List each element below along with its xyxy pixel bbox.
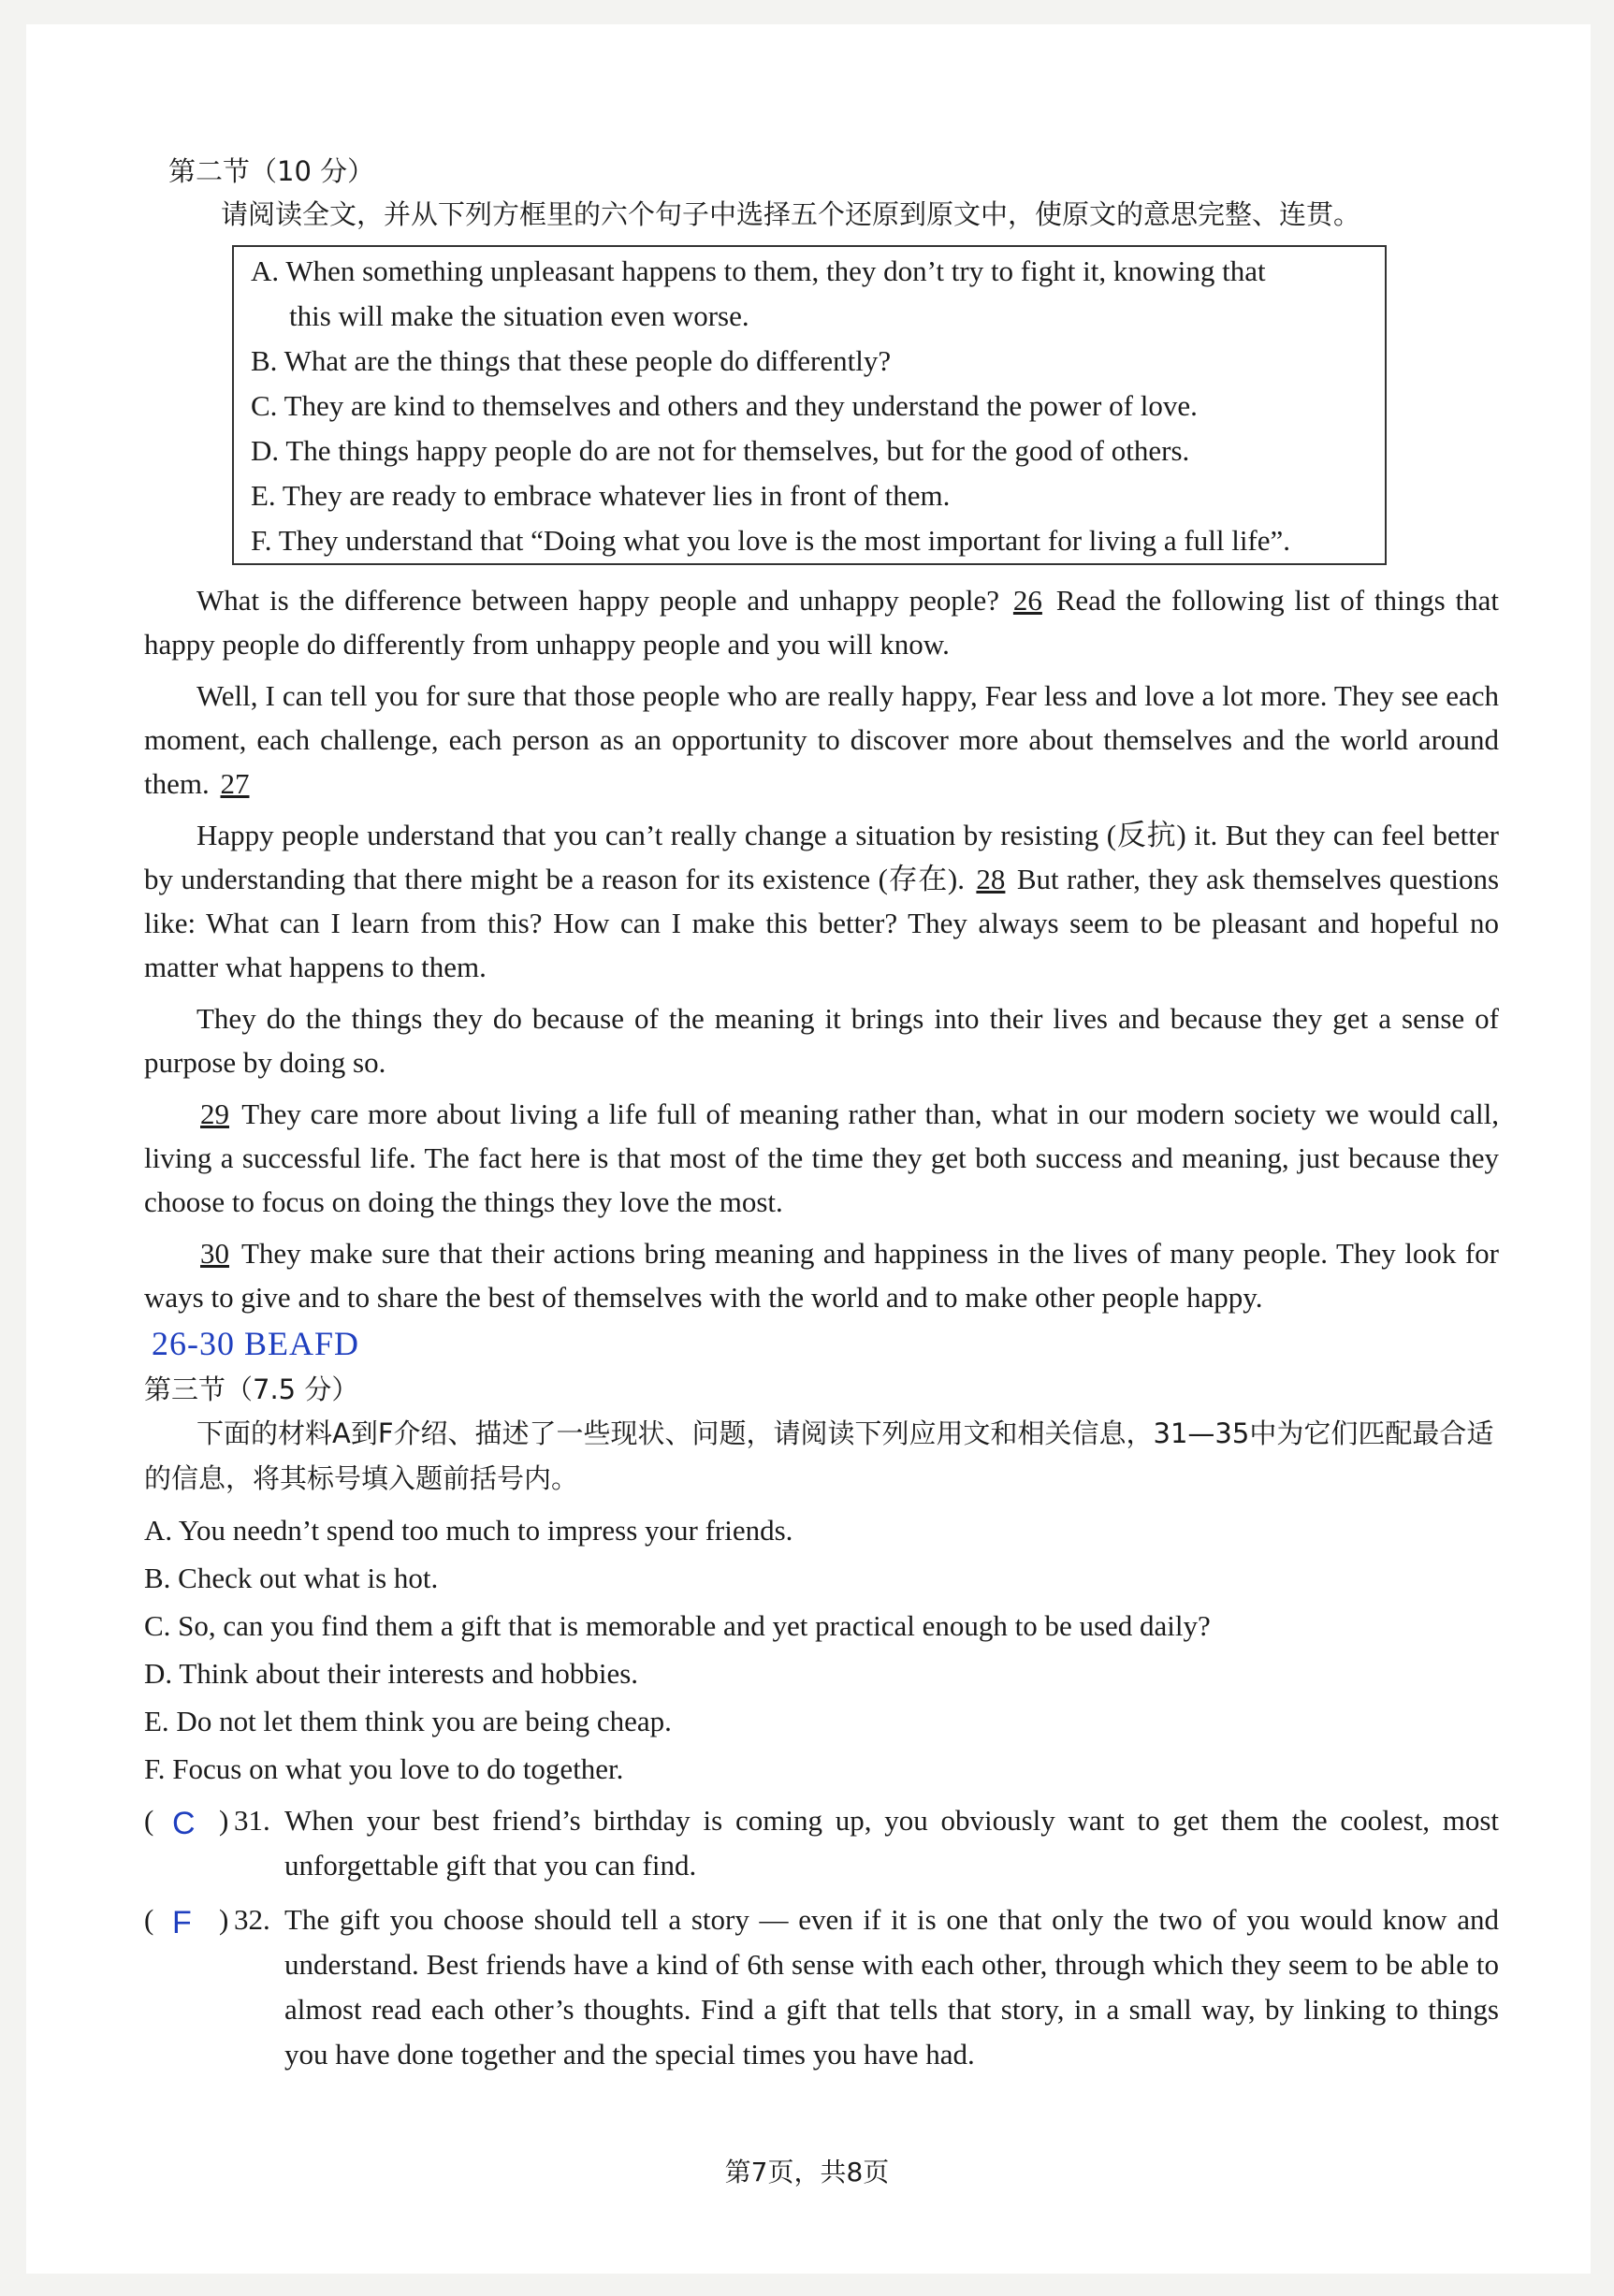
s3-option-b: B. Check out what is hot. [144, 1562, 439, 1594]
question-31 [144, 1798, 1499, 1888]
paragraph-2 [144, 674, 1499, 806]
options-box [232, 245, 1387, 565]
s3-option-d: D. Think about their interests and hobbies. [144, 1657, 639, 1690]
option-b: B. What are the things that these people do differently? [251, 344, 892, 377]
open-paren: ( [144, 1903, 154, 1936]
close-paren: ) [219, 1903, 229, 1936]
question-32-bracket [144, 1897, 284, 2077]
paragraph-5-text: They care more about living a life full of meaning rather than, what in our modern society we would call, living a successful life. The fact here is that most of the time they get both success and meaning, just because they choose to focus on doing the things they love the most. [144, 1097, 1499, 1218]
s3-option-e: E. Do not let them think you are being cheap. [144, 1705, 672, 1737]
s3-option-f: F. Focus on what you love to do together. [144, 1752, 624, 1785]
section-3-title: 第三节（7.5 分） [144, 1373, 359, 1405]
blank-26: 26 [1012, 584, 1042, 617]
option-a [251, 249, 1370, 339]
section-3-options [144, 1506, 1499, 1793]
paragraph-3-start: Happy people understand that you can’t really change a situation by resisting (反抗) it. But they can feel better by understanding that there might be a reason for its existence (存在). [144, 819, 1499, 895]
question-31-text: When your best friend’s birthday is coming up, you obviously want to get them the coolest, most unforgettable gift that you can find. [284, 1804, 1499, 1882]
page-footer: 第7页，共8页 [724, 2157, 890, 2187]
question-32 [144, 1897, 1499, 2077]
question-31-number: 31. [234, 1804, 270, 1837]
option-d: D. The things happy people do are not for themselves, but for the good of others. [251, 434, 1190, 467]
question-31-answer: C [172, 1806, 196, 1841]
section-3-instruction: 下面的材料A到F介绍、描述了一些现状、问题，请阅读下列应用文和相关信息，31—35中为它们匹配最合适的信息，将其标号填入题前括号内。 [144, 1417, 1494, 1494]
section-2-title: 第二节（10 分） [168, 155, 375, 187]
option-f: F. They understand that “Doing what you love is the most important for living a full life”. [251, 524, 1291, 557]
paragraph-6-text: They make sure that their actions bring meaning and happiness in the lives of many people. They look for ways to give and to share the best of themselves with the world and to make other people happy. [144, 1237, 1499, 1314]
close-paren: ) [219, 1804, 229, 1837]
blank-27: 27 [220, 767, 250, 800]
blank-28: 28 [976, 863, 1006, 895]
paragraph-2-text: Well, I can tell you for sure that those people who are really happy, Fear less and love a lot more. They see each moment, each challenge, each person as an opportunity to discover more about themselves and the world around them. [144, 679, 1499, 800]
question-31-bracket [144, 1798, 284, 1888]
paragraph-6 [144, 1231, 1499, 1319]
question-32-text: The gift you choose should tell a story — even if it is one that only the two of you would know and understand. Best friends have a kind of 6th sense with each other, through which they seem to be able to almost read each other’s thoughts. Find a gift that tells that story, in a small way, by linking to things you have done together and the special times you have had. [284, 1903, 1499, 2071]
s3-option-a: A. You needn’t spend too much to impress your friends. [144, 1514, 793, 1547]
blank-29: 29 [200, 1097, 229, 1130]
open-paren: ( [144, 1804, 154, 1837]
paragraph-4: They do the things they do because of the meaning it brings into their lives and because they get a sense of purpose by doing so. [144, 1002, 1499, 1079]
question-32-number: 32. [234, 1903, 270, 1936]
paragraph-1-end: Read the following list of things that happy people do differently from unhappy people and you will know. [144, 584, 1500, 661]
paragraph-1 [144, 578, 1499, 666]
paragraph-3 [144, 813, 1499, 989]
answer-26-30: 26-30 BEAFD [152, 1325, 360, 1362]
paragraph-1-start: What is the difference between happy people and unhappy people? [196, 584, 1000, 617]
option-e: E. They are ready to embrace whatever lies in front of them. [251, 479, 951, 512]
option-c: C. They are kind to themselves and others and they understand the power of love. [251, 389, 1198, 422]
option-a-text: A. When something unpleasant happens to them, they don’t try to fight it, knowing that [251, 254, 1266, 287]
document-body [144, 150, 1499, 2077]
paragraph-3-end: But rather, they ask themselves questions like: What can I learn from this? How can I make this better? They always seem to be pleasant and hopeful no matter what happens to them. [144, 863, 1500, 983]
option-a-continuation: this will make the situation even worse. [289, 299, 749, 332]
question-32-answer: F [172, 1905, 192, 1940]
section-2-instruction: 请阅读全文，并从下列方框里的六个句子中选择五个还原到原文中，使原文的意思完整、连贯。 [221, 198, 1361, 230]
s3-option-c: C. So, can you find them a gift that is memorable and yet practical enough to be used daily? [144, 1609, 1211, 1642]
blank-30: 30 [200, 1237, 229, 1270]
paragraph-5 [144, 1092, 1499, 1224]
